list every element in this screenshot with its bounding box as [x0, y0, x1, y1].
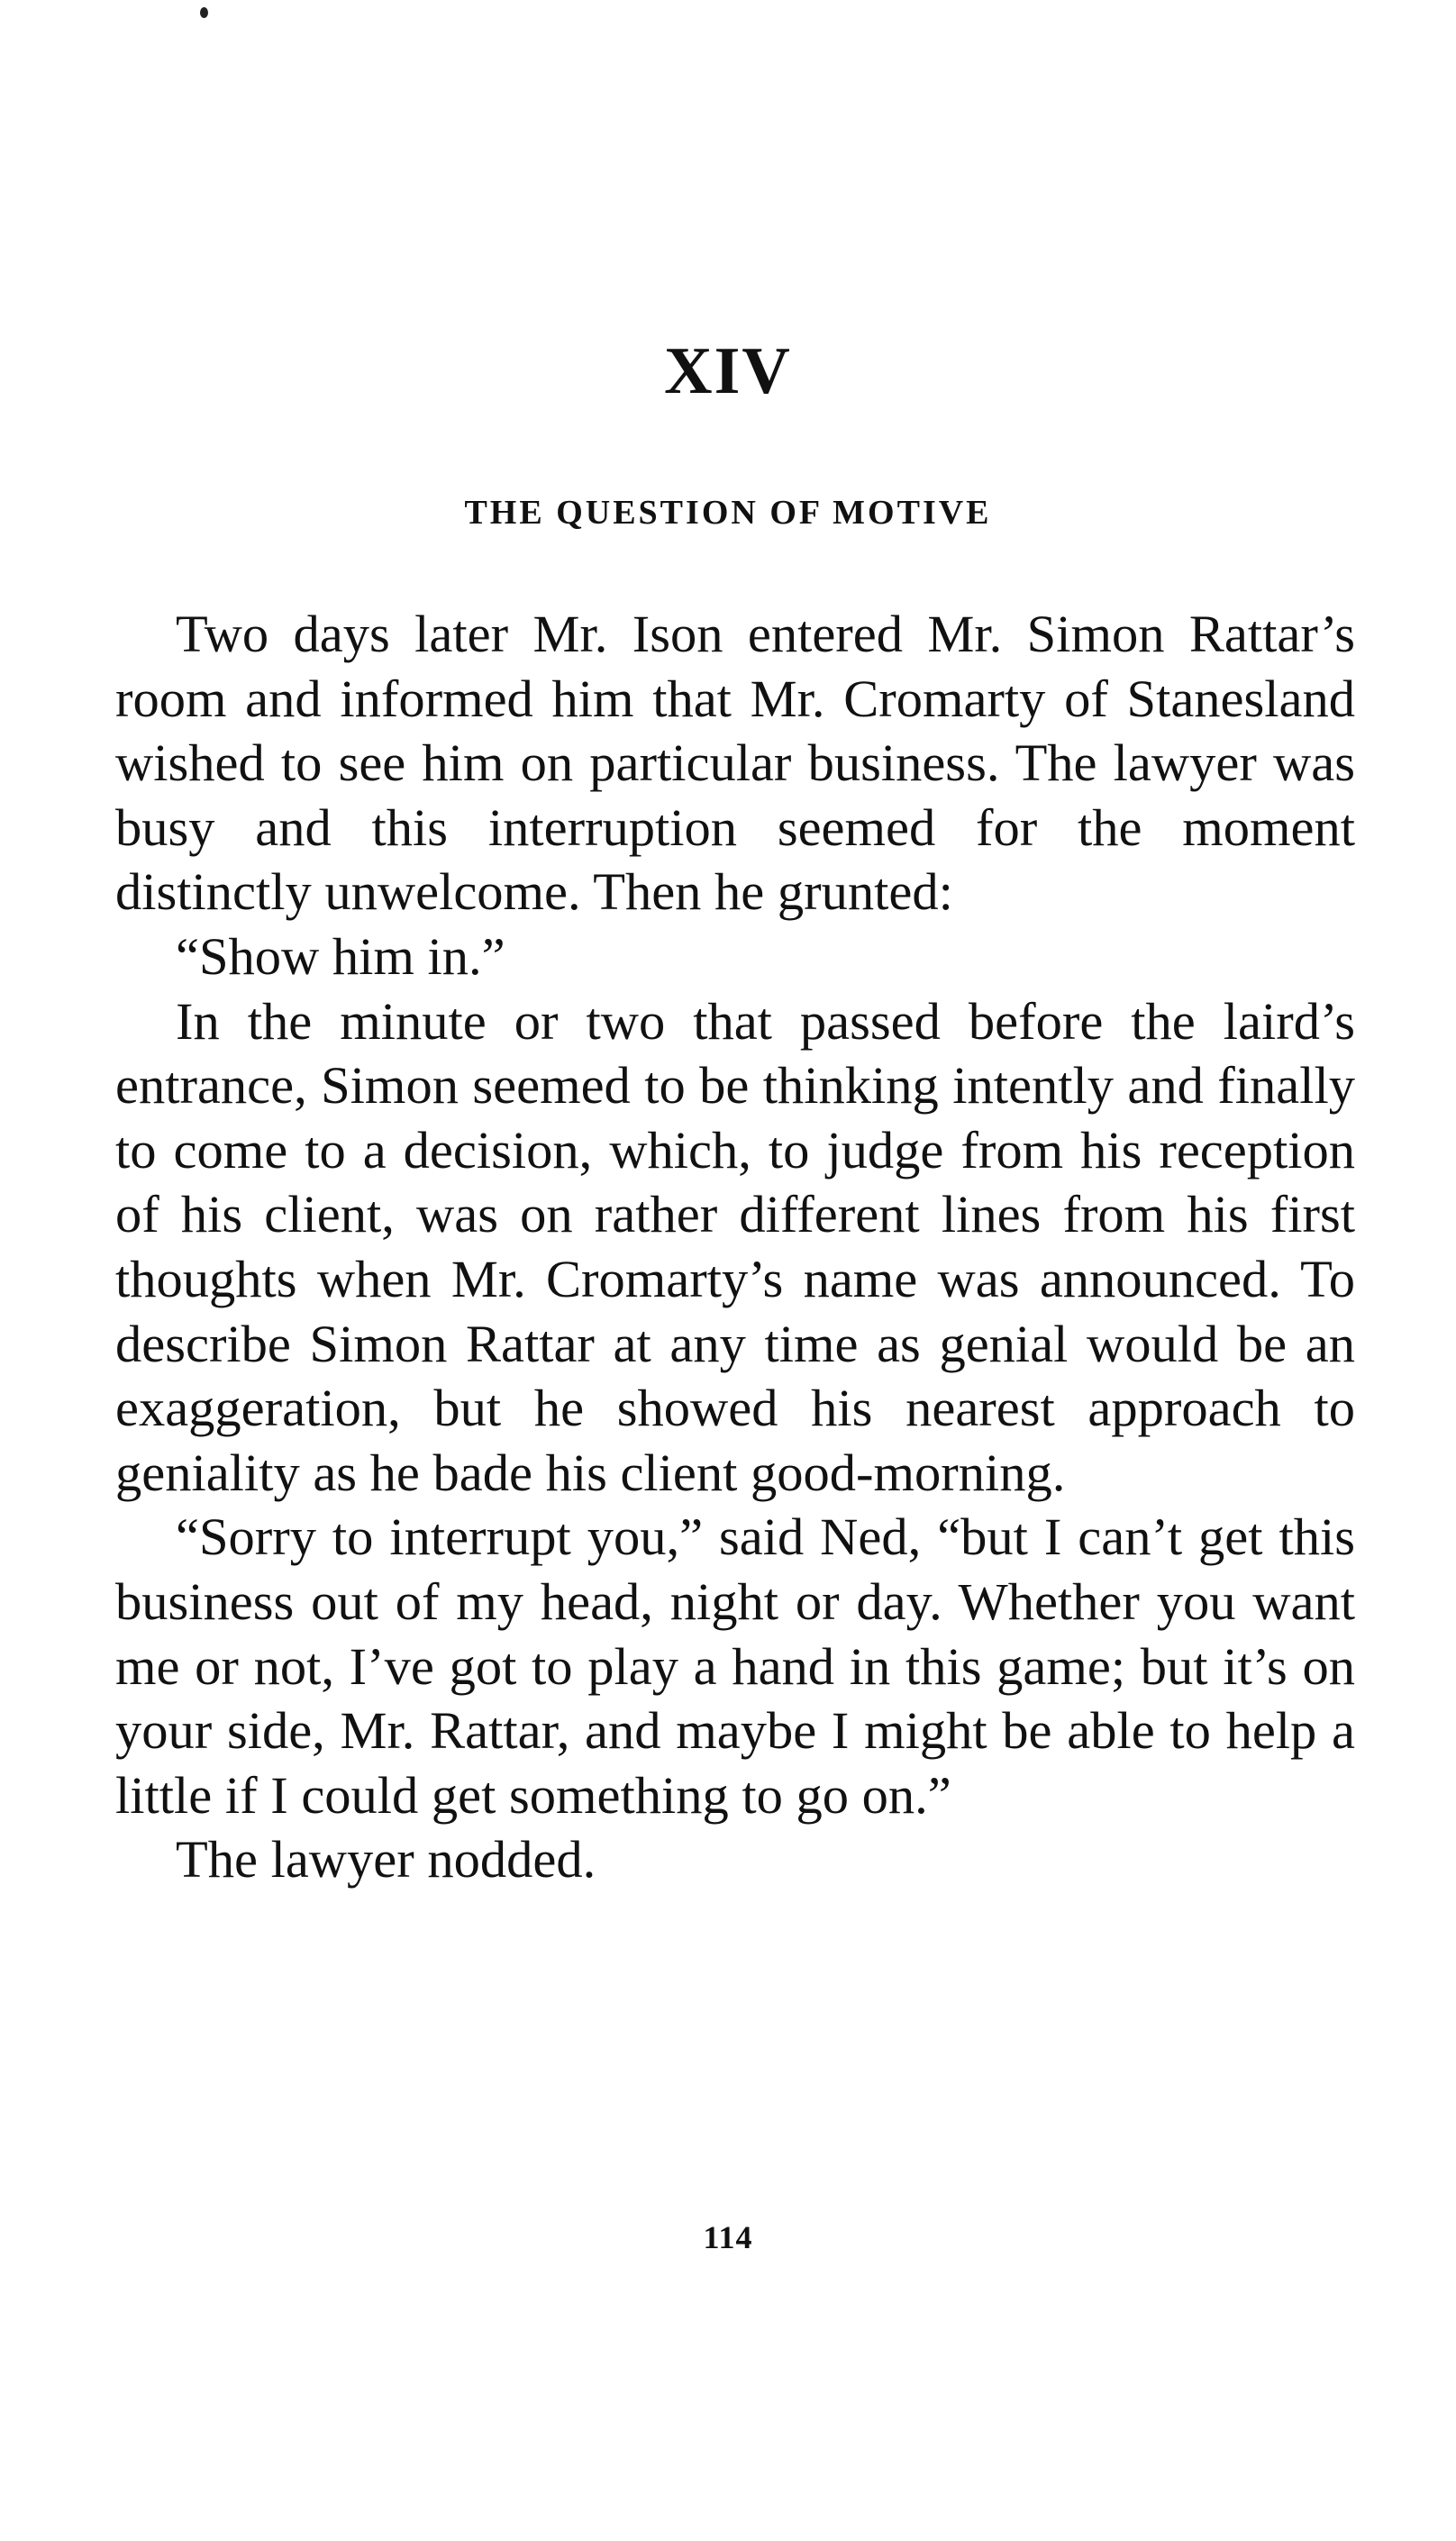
chapter-number: XIV: [664, 334, 792, 408]
body-text: [115, 602, 1355, 1892]
paragraph: “Sorry to interrupt you,” said Ned, “but I can’t get this business out of my head, night or day. Whether you want me or not, I’ve got to play a hand in this game; but it’s on your side, Mr. Rattar, and maybe I might be able to help a little if I could get something to go on.”: [115, 1507, 1355, 1825]
paragraph: Two days later Mr. Ison entered Mr. Simon Rattar’s room and informed him that Mr. Cromarty of Stanesland wished to see him on particular business. The lawyer was busy and this interruption seemed for the moment distinctly unwelcome. Then he grunted:: [115, 605, 1355, 922]
paragraph: The lawyer nodded.: [176, 1830, 596, 1890]
stray-ink-mark: [200, 7, 208, 18]
paragraph: In the minute or two that passed before the laird’s entrance, Simon seemed to be thinking intently and finally to come to a decision, which, to judge from his reception of his client, was on rather different lines from his first thoughts when Mr. Cromarty’s name was announced. To describe Simon Rattar at any time as genial would be an exaggeration, but he showed his nearest approach to geniality as he bade his client good-morning.: [115, 991, 1355, 1502]
paragraph: “Show him in.”: [176, 926, 505, 986]
page-number: 114: [703, 2219, 753, 2255]
chapter-title: THE QUESTION OF MOTIVE: [464, 494, 992, 532]
